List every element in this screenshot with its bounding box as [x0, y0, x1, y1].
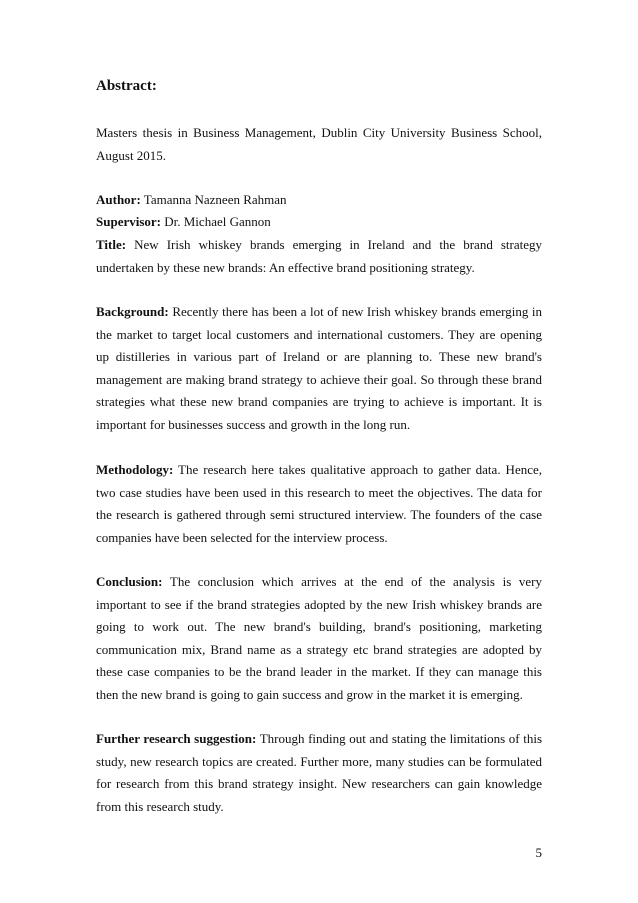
- author-label: Author:: [96, 192, 141, 207]
- further-research-text: Through finding out and stating the limitations of this study, new research topics are created. Further more, many studies can be formulated for research from this brand strategy insight. New researchers can gain knowledge from this research study.: [96, 731, 543, 814]
- title-paragraph: [96, 234, 542, 279]
- abstract-heading: Abstract:: [96, 78, 157, 94]
- intro-paragraph: Masters thesis in Business Management, Dublin City University Business School, August 2015.: [96, 125, 542, 163]
- supervisor-value: Dr. Michael Gannon: [164, 214, 271, 229]
- methodology-text: The research here takes qualitative approach to gather data. Hence, two case studies have been used in this research to meet the objectives. The data for the research is gathered through semi structured interview. The founders of the case companies have been selected for the interview process.: [96, 462, 543, 545]
- supervisor-label: Supervisor:: [96, 214, 161, 229]
- methodology-label: Methodology:: [96, 462, 174, 477]
- background-paragraph: [96, 301, 542, 436]
- conclusion-label: Conclusion:: [96, 574, 163, 589]
- background-text: Recently there has been a lot of new Irish whiskey brands emerging in the market to target local customers and international customers. They are opening up distilleries in various part of Ireland or are planning to. These new brand's management are making brand strategy to achieve their goal. So through these brand strategies what these new brand companies are trying to achieve is important. It is important for businesses success and growth in the long run.: [96, 304, 542, 432]
- further-research-paragraph: [96, 728, 542, 818]
- document-page: [96, 0, 542, 903]
- conclusion-paragraph: [96, 571, 542, 706]
- title-label: Title:: [96, 237, 127, 252]
- methodology-paragraph: [96, 459, 542, 549]
- author-line: [96, 189, 542, 212]
- title-value: New Irish whiskey brands emerging in Ireland and the brand strategy undertaken by these new brands: An effective brand positioning strategy.: [96, 237, 543, 275]
- conclusion-text: The conclusion which arrives at the end of the analysis is very important to see if the brand strategies adopted by the new Irish whiskey brands are going to work out. The new brand's building, brand's positioning, marketing communication mix, Brand name as a strategy etc brand strategies are adopted by these case companies to be the brand leader in the market. If they can manage this then the new brand is going to gain success and grow in the market it is emerging.: [96, 574, 542, 702]
- further-research-label: Further research suggestion:: [96, 731, 257, 746]
- supervisor-line: [96, 211, 542, 234]
- author-value: Tamanna Nazneen Rahman: [143, 192, 287, 207]
- background-label: Background:: [96, 304, 169, 319]
- page-number: 5: [535, 845, 542, 860]
